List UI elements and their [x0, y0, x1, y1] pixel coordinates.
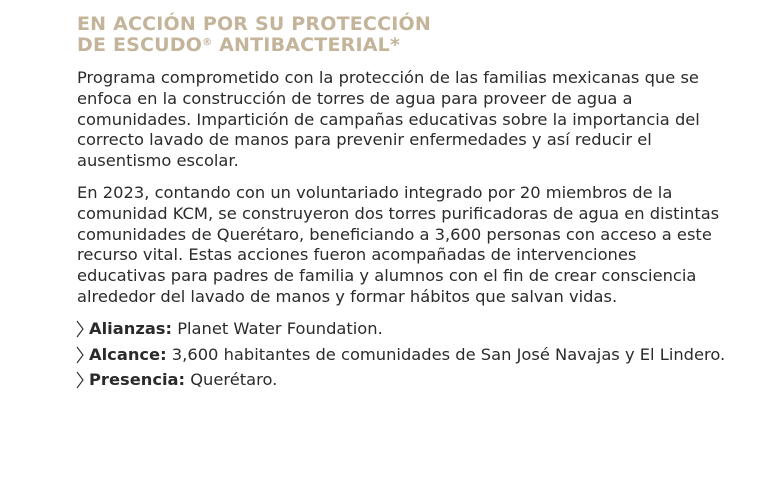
- heading-line-2-suffix: ANTIBACTERIAL*: [212, 34, 401, 56]
- details-list: [77, 319, 728, 391]
- paragraph-results-2023: En 2023, contando con un voluntariado integrado por 20 miembros de la comunidad KCM, se construyeron dos torres purificadoras de agua en distintas comunidades de Querétaro, beneficiando a 3,600 personas con acceso a este recurso vital. Estas acciones fueron acompañadas de intervenciones educativas para padres de familia y alumnos con el fin de crear consciencia alrededor del lavado de manos y formar hábitos que salvan vidas.: [77, 182, 720, 306]
- chevron-right-icon: [75, 319, 85, 339]
- list-item-text: Planet Water Foundation.: [172, 318, 383, 338]
- list-item-alianzas: [77, 319, 728, 340]
- chevron-right-icon: [75, 370, 85, 390]
- list-item-text: Querétaro.: [185, 370, 278, 390]
- list-item-label: Presencia:: [89, 370, 186, 390]
- list-item-label: Alcance:: [89, 344, 167, 364]
- list-item-presencia: [77, 370, 728, 391]
- heading-line-1: EN ACCIÓN POR SU PROTECCIÓN: [77, 13, 431, 35]
- list-item-text: 3,600 habitantes de comunidades de San José Navajas y El Lindero.: [166, 344, 726, 364]
- heading-line-2: [77, 35, 728, 56]
- registered-mark: ®: [202, 37, 213, 48]
- chevron-right-icon: [75, 345, 85, 365]
- heading-line-2-prefix: DE ESCUDO: [77, 34, 203, 56]
- section-heading: [77, 14, 728, 56]
- list-item-label: Alianzas:: [89, 318, 173, 338]
- paragraph-program: Programa comprometido con la protección de las familias mexicanas que se enfoca en la construcción de torres de agua para proveer de agua a comunidades. Impartición de campañas educativas sobre la importancia del correcto lavado de manos para prevenir enfermedades y así reducir el ausentismo escolar.: [77, 68, 700, 171]
- list-item-alcance: [77, 345, 728, 366]
